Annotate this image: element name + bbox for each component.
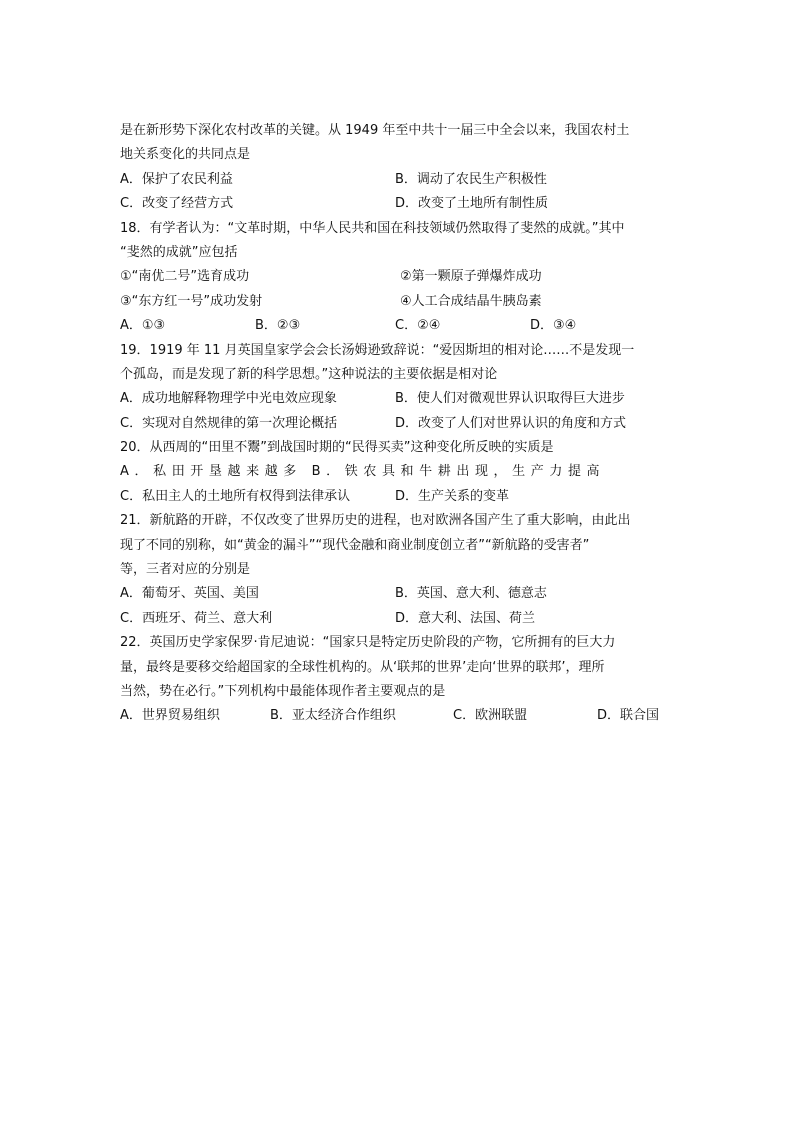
q21-option-d: D．意大利、法国、荷兰 (395, 610, 536, 626)
q17-option-c: C．改变了经营方式 (120, 196, 234, 212)
q22-option-c: C．欧洲联盟 (453, 708, 528, 724)
intro-line-2: 地关系变化的共同点是 (120, 147, 251, 163)
q20-option-d: D．生产关系的变革 (395, 488, 510, 504)
q19-option-d: D．改变了人们对世界认识的角度和方式 (395, 415, 627, 431)
q18-item-4: ④人工合成结晶牛胰岛素 (400, 293, 542, 309)
q19-options-row-1 (120, 387, 680, 411)
q19-options-row-2 (120, 412, 680, 436)
q22-options-row (120, 704, 680, 728)
q21-option-b: B．英国、意大利、德意志 (395, 586, 547, 602)
q18-item-1: ①“南优二号”选育成功 (120, 269, 250, 285)
q18-options-row (120, 314, 680, 338)
q18-option-a: A．①③ (120, 318, 166, 334)
q19-stem-line-2: 个孤岛，而是发现了新的科学思想。”这种说法的主要依据是相对论 (120, 366, 498, 382)
q19-option-b: B．使人们对微观世界认识取得巨大进步 (395, 391, 625, 407)
q20-options-ab: A．私田开垦越来越多 B．铁农具和牛耕出现，生产力提高 (120, 464, 606, 480)
q21-options-row-1 (120, 582, 680, 606)
q18-option-b: B．②③ (255, 318, 301, 334)
q21-options-row-2 (120, 607, 680, 631)
q22-option-d: D．联合国 (597, 708, 660, 724)
intro-line-1: 是在新形势下深化农村改革的关键。从 1949 年至中共十一届三中全会以来，我国农村土 (120, 123, 630, 138)
q21-stem-line-3: 等，三者对应的分别是 (120, 562, 251, 578)
q18-items-row-1 (120, 265, 680, 289)
q18-option-c: C．②④ (395, 318, 441, 334)
q17-option-b: B．调动了农民生产积极性 (395, 171, 547, 187)
q17-options-row-2 (120, 192, 680, 216)
question-content (120, 119, 680, 729)
q19-option-c: C．实现对自然规律的第一次理论概括 (120, 415, 338, 431)
q17-option-a: A．保护了农民利益 (120, 171, 233, 187)
q22-option-a: A．世界贸易组织 (120, 708, 220, 724)
q18-stem-line-1: 18．有学者认为：“文革时期，中华人民共和国在科技领域仍然取得了斐然的成就。”其中 (120, 220, 625, 236)
q18-item-2: ②第一颗原子弹爆炸成功 (400, 269, 542, 285)
q18-stem-line-2: “斐然的成就”应包括 (120, 244, 238, 260)
q20-options-row-2 (120, 485, 680, 509)
q21-option-a: A．葡萄牙、英国、美国 (120, 586, 259, 602)
q21-option-c: C．西班牙、荷兰、意大利 (120, 610, 273, 626)
q19-stem-line-1: 19．1919 年 11 月英国皇家学会会长汤姆逊致辞说：“爱因斯坦的相对论……不是发现一 (120, 342, 635, 358)
q22-stem-line-2: 量，最终是要移交给超国家的全球性机构的。从‘联邦的世界’走向‘世界的联邦’，理所 (120, 659, 605, 675)
q19-option-a: A．成功地解释物理学中光电效应现象 (120, 391, 337, 407)
q21-stem-line-1: 21．新航路的开辟，不仅改变了世界历史的进程，也对欧洲各国产生了重大影响，由此出 (120, 513, 631, 529)
q18-option-d: D．③④ (530, 318, 577, 334)
q22-stem-line-3: 当然，势在必行。”下列机构中最能体现作者主要观点的是 (120, 683, 446, 699)
q22-stem-line-1: 22．英国历史学家保罗·肯尼迪说：“国家只是特定历史阶段的产物，它所拥有的巨大力 (120, 635, 616, 651)
q17-option-d: D．改变了土地所有制性质 (395, 196, 549, 212)
q22-option-b: B．亚太经济合作组织 (270, 708, 396, 724)
q20-stem-line-1: 20．从西周的“田里不鬻”到战国时期的“民得买卖”这种变化所反映的实质是 (120, 440, 554, 456)
q20-option-c: C．私田主人的土地所有权得到法律承认 (120, 488, 351, 504)
q17-options-row-1 (120, 168, 680, 192)
q18-items-row-2 (120, 290, 680, 314)
q18-item-3: ③“东方红一号”成功发射 (120, 293, 263, 309)
q21-stem-line-2: 现了不同的别称，如“黄金的漏斗”“现代金融和商业制度创立者”“新航路的受害者” (120, 537, 590, 553)
